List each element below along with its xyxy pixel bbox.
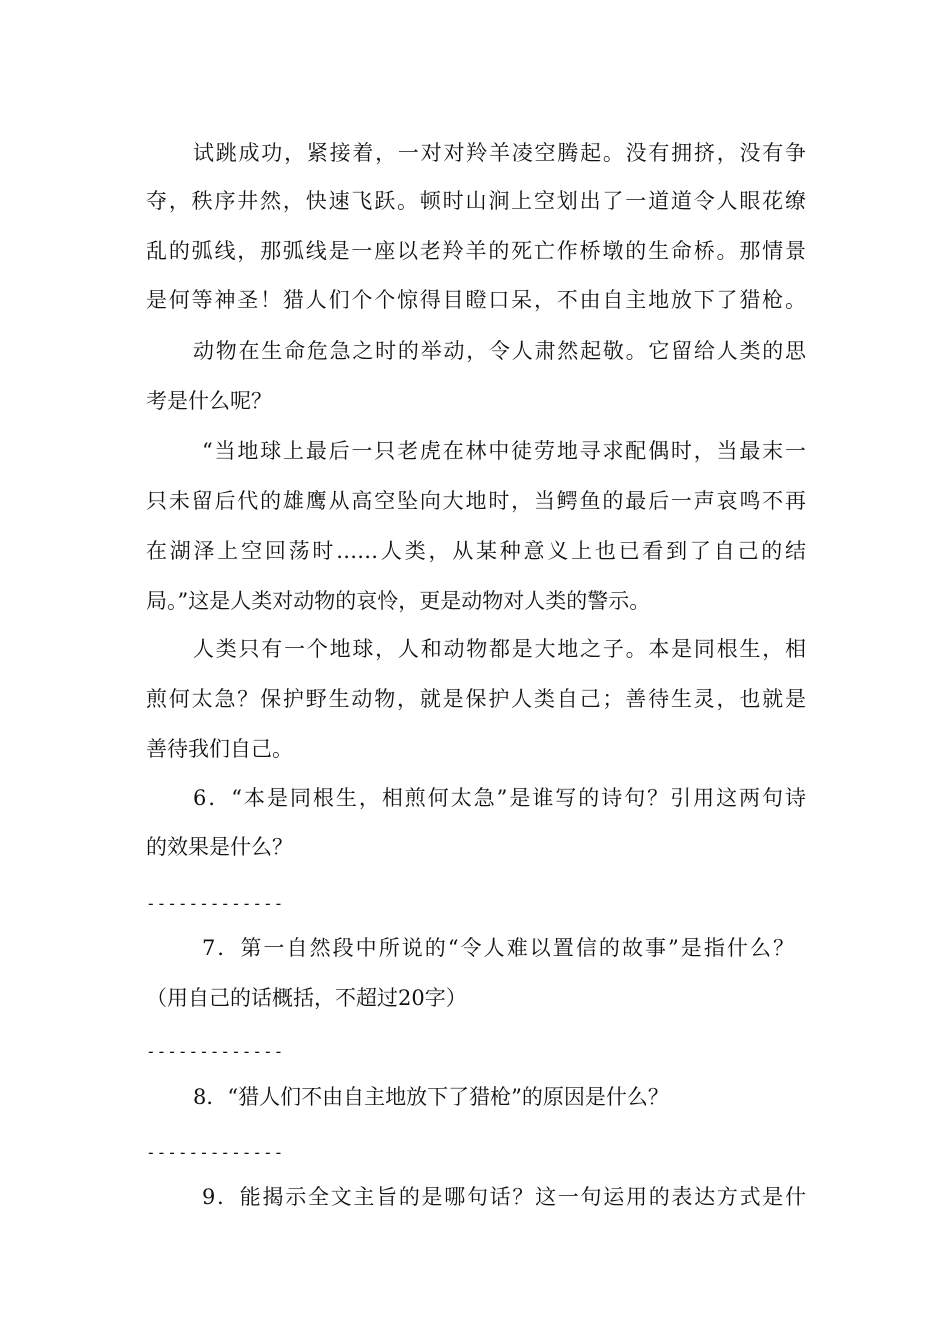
- paragraph-line: 在湖泽上空回荡时……人类，从某种意义上也已看到了自己的结: [146, 539, 806, 563]
- paragraph-line: 试跳成功，紧接着，一对对羚羊凌空腾起。没有拥挤，没有争: [193, 141, 806, 165]
- question-line: （用自己的话概括，不超过20字）: [146, 986, 467, 1010]
- paragraph-line: 人类只有一个地球，人和动物都是大地之子。本是同根生，相: [193, 637, 806, 661]
- paragraph-line: 局。”这是人类对动物的哀怜，更是动物对人类的警示。: [146, 589, 651, 613]
- paragraph-line: 善待我们自己。: [146, 737, 293, 761]
- paragraph-line: 煎何太急？保护野生动物，就是保护人类自己；善待生灵，也就是: [146, 687, 806, 711]
- paragraph-line: “当地球上最后一只老虎在林中徒劳地寻求配偶时，当最末一: [202, 439, 806, 463]
- paragraph-line: 乱的弧线，那弧线是一座以老羚羊的死亡作桥墩的生命桥。那情景: [146, 239, 806, 263]
- paragraph-line: 动物在生命危急之时的举动，令人肃然起敬。它留给人类的思: [193, 339, 806, 363]
- answer-line[interactable]: -------------: [146, 894, 285, 913]
- answer-line[interactable]: -------------: [146, 1143, 285, 1162]
- question-line: 的效果是什么？: [146, 835, 293, 859]
- paragraph-line: 夺，秩序井然，快速飞跃。顿时山涧上空划出了一道道令人眼花缭: [146, 189, 806, 213]
- paragraph-line: 只未留后代的雄鹰从高空坠向大地时，当鳄鱼的最后一声哀鸣不再: [146, 489, 806, 513]
- question-line: 6．“本是同根生，相煎何太急”是谁写的诗句？引用这两句诗: [193, 786, 806, 810]
- paragraph-line: 考是什么呢？: [146, 389, 272, 413]
- paragraph-line: 是何等神圣！猎人们个个惊得目瞪口呆，不由自主地放下了猎枪。: [146, 288, 806, 312]
- answer-line[interactable]: -------------: [146, 1042, 285, 1061]
- question-line: 9．能揭示全文主旨的是哪句话？这一句运用的表达方式是什: [202, 1185, 806, 1209]
- question-line: 7．第一自然段中所说的“令人难以置信的故事”是指什么？: [202, 936, 794, 960]
- question-line: 8．“猎人们不由自主地放下了猎枪”的原因是什么？: [193, 1085, 669, 1109]
